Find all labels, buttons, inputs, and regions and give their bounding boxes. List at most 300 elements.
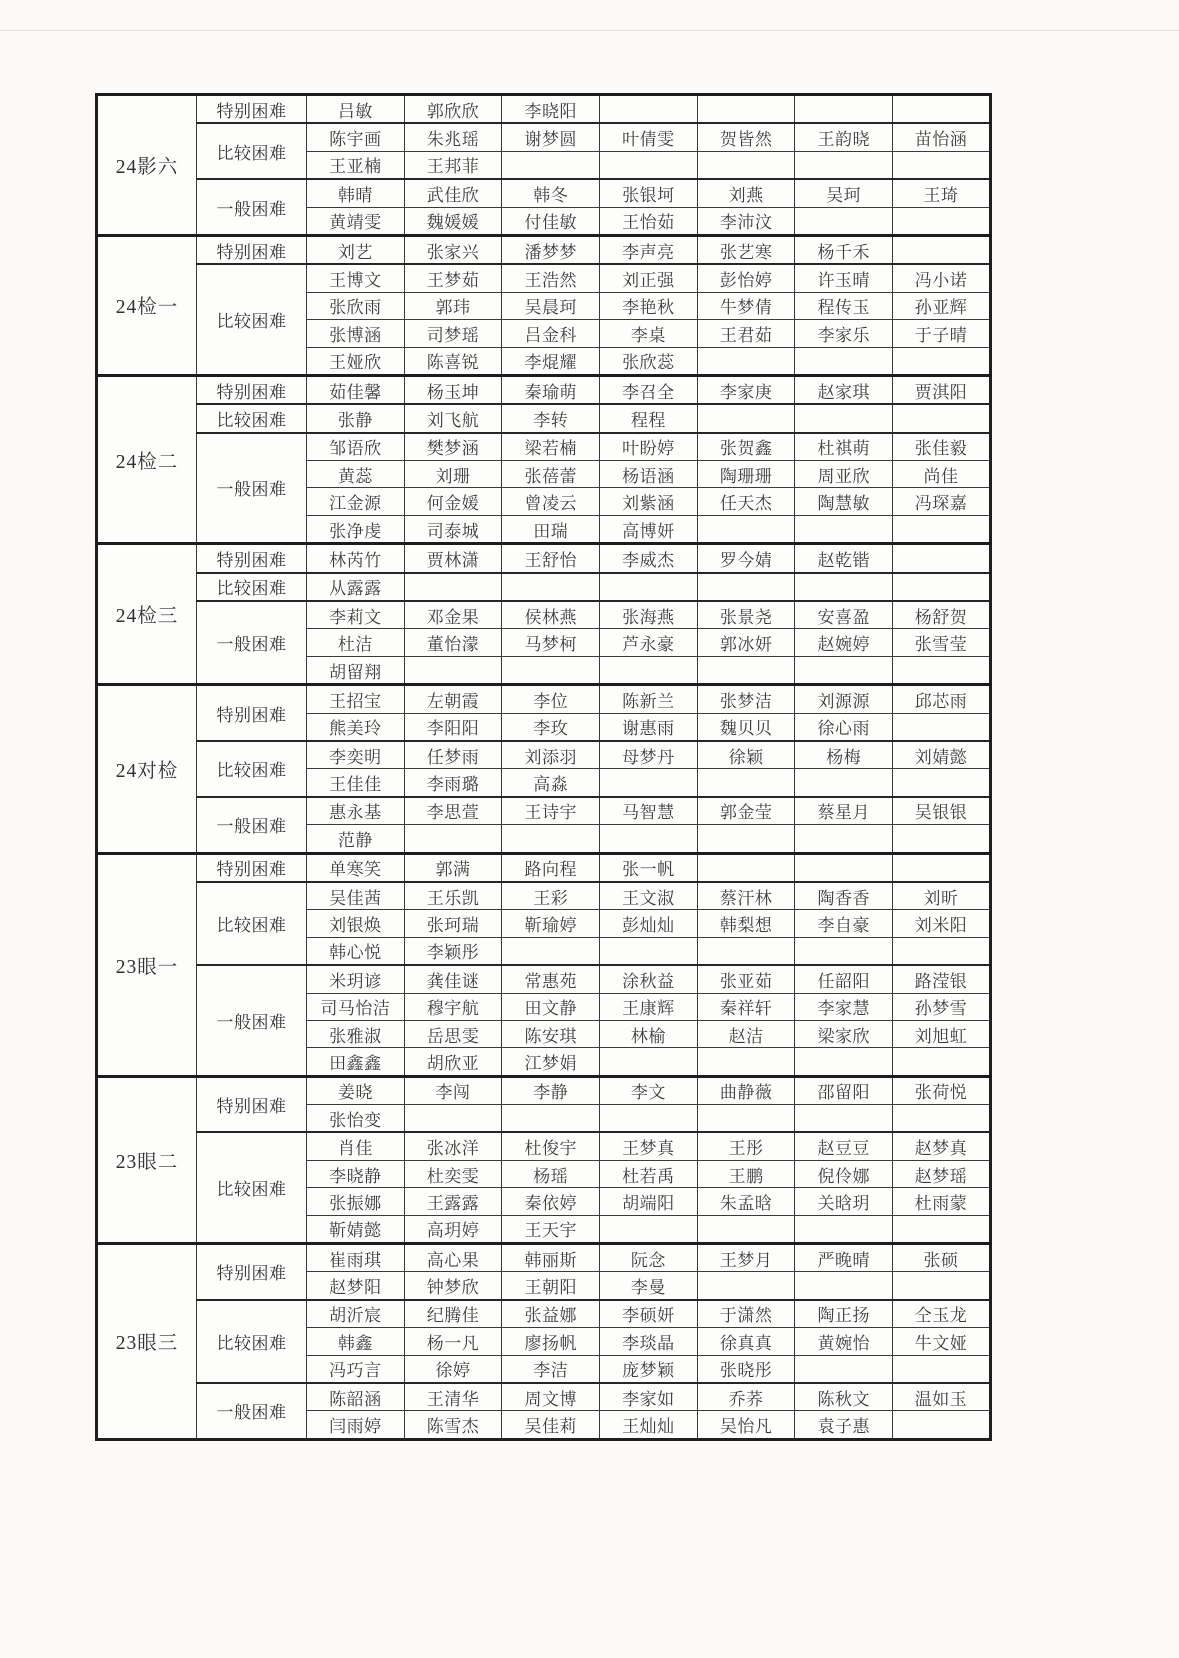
student-name-cell: 樊梦涵	[404, 433, 502, 461]
student-name-cell: 陶香香	[795, 882, 893, 910]
student-name-cell	[893, 1272, 991, 1300]
student-name-cell: 林芮竹	[307, 544, 405, 573]
student-name-cell: 张怡变	[307, 1105, 405, 1133]
student-name-cell: 严晚晴	[795, 1244, 893, 1272]
student-name-cell: 茹佳馨	[307, 375, 405, 404]
student-name-cell: 乔荞	[697, 1383, 795, 1411]
table-row	[97, 235, 991, 264]
student-name-cell: 李家慧	[795, 993, 893, 1020]
student-name-cell: 刘燕	[697, 179, 795, 207]
student-name-cell: 尚佳	[893, 461, 991, 488]
difficulty-cell: 一般困难	[197, 797, 307, 853]
student-name-cell: 李家乐	[795, 320, 893, 347]
group-cell: 23眼一	[97, 853, 197, 1076]
student-name-cell: 刘旭虹	[893, 1020, 991, 1047]
student-name-cell	[697, 1048, 795, 1076]
table-body	[97, 95, 991, 1440]
table-row	[97, 123, 991, 151]
student-name-cell: 李莉文	[307, 601, 405, 629]
student-name-cell: 高淼	[502, 769, 600, 797]
student-name-cell: 王君茹	[697, 320, 795, 347]
student-name-cell: 杨语涵	[600, 461, 698, 488]
table-row	[97, 601, 991, 629]
student-name-cell	[697, 151, 795, 179]
student-name-cell: 孙梦雪	[893, 993, 991, 1020]
student-name-cell: 江梦娟	[502, 1048, 600, 1076]
student-name-cell: 李家庚	[697, 375, 795, 404]
table-row	[97, 573, 991, 601]
student-name-cell: 黄婉怡	[795, 1328, 893, 1355]
difficulty-cell: 一般困难	[197, 1383, 307, 1439]
difficulty-cell: 比较困难	[197, 264, 307, 375]
student-name-cell	[404, 573, 502, 601]
student-name-cell: 郭玮	[404, 292, 502, 319]
student-name-cell: 吴珂	[795, 179, 893, 207]
student-name-cell: 何金媛	[404, 488, 502, 515]
student-name-cell: 李玫	[502, 713, 600, 741]
difficulty-cell: 一般困难	[197, 433, 307, 544]
student-name-cell: 吴怡凡	[697, 1411, 795, 1439]
student-name-cell: 孙亚辉	[893, 292, 991, 319]
student-name-cell: 贺皆然	[697, 123, 795, 151]
student-name-cell: 高心果	[404, 1244, 502, 1272]
student-name-cell: 韩丽斯	[502, 1244, 600, 1272]
student-name-cell	[404, 656, 502, 684]
student-name-cell: 肖佳	[307, 1132, 405, 1160]
student-name-cell: 曲静薇	[697, 1076, 795, 1104]
student-name-cell: 吴佳茜	[307, 882, 405, 910]
student-name-cell: 米玥谚	[307, 965, 405, 993]
difficulty-cell: 特别困难	[197, 685, 307, 741]
student-name-cell: 刘银焕	[307, 910, 405, 937]
student-name-cell: 徐真真	[697, 1328, 795, 1355]
student-name-cell: 张艺寒	[697, 235, 795, 264]
student-name-cell: 陈喜锐	[404, 347, 502, 375]
student-name-cell: 彭灿灿	[600, 910, 698, 937]
student-name-cell: 李思萱	[404, 797, 502, 825]
hardship-roster-table	[95, 93, 992, 1441]
student-name-cell	[600, 1105, 698, 1133]
difficulty-cell: 特别困难	[197, 235, 307, 264]
student-name-cell	[697, 937, 795, 965]
student-name-cell: 刘正强	[600, 264, 698, 292]
student-name-cell: 张海燕	[600, 601, 698, 629]
student-name-cell: 任天杰	[697, 488, 795, 515]
student-name-cell: 袁子惠	[795, 1411, 893, 1439]
student-name-cell: 张贺鑫	[697, 433, 795, 461]
student-name-cell: 从露露	[307, 573, 405, 601]
student-name-cell	[697, 404, 795, 432]
student-name-cell: 韩梨想	[697, 910, 795, 937]
student-name-cell	[600, 151, 698, 179]
group-cell: 24检二	[97, 375, 197, 543]
student-name-cell: 安喜盈	[795, 601, 893, 629]
student-name-cell: 庞梦颖	[600, 1355, 698, 1383]
student-name-cell: 王梦月	[697, 1244, 795, 1272]
student-name-cell: 李桌	[600, 320, 698, 347]
student-name-cell: 张晓彤	[697, 1355, 795, 1383]
student-name-cell: 许玉晴	[795, 264, 893, 292]
student-name-cell	[893, 207, 991, 235]
student-name-cell: 李曼	[600, 1272, 698, 1300]
student-name-cell: 胡沂宸	[307, 1300, 405, 1328]
student-name-cell: 赵梦真	[893, 1132, 991, 1160]
student-name-cell	[600, 769, 698, 797]
student-name-cell	[697, 1272, 795, 1300]
student-name-cell: 邓金果	[404, 601, 502, 629]
student-name-cell: 贾淇阳	[893, 375, 991, 404]
student-name-cell: 李静	[502, 1076, 600, 1104]
student-name-cell: 张梦洁	[697, 685, 795, 713]
student-name-cell	[795, 515, 893, 543]
student-name-cell: 梁家欣	[795, 1020, 893, 1047]
student-name-cell: 刘源源	[795, 685, 893, 713]
student-name-cell: 母梦丹	[600, 741, 698, 769]
student-name-cell	[795, 347, 893, 375]
student-name-cell: 徐婷	[404, 1355, 502, 1383]
student-name-cell: 程程	[600, 404, 698, 432]
student-name-cell: 张欣雨	[307, 292, 405, 319]
student-name-cell: 罗今婧	[697, 544, 795, 573]
student-name-cell: 张景尧	[697, 601, 795, 629]
student-name-cell: 杨一凡	[404, 1328, 502, 1355]
student-name-cell: 仝玉龙	[893, 1300, 991, 1328]
student-name-cell: 张振娜	[307, 1188, 405, 1215]
student-name-cell	[697, 656, 795, 684]
student-name-cell: 叶盼婷	[600, 433, 698, 461]
table-row	[97, 433, 991, 461]
student-name-cell: 张博涵	[307, 320, 405, 347]
student-name-cell: 杨瑶	[502, 1160, 600, 1187]
student-name-cell: 穆宇航	[404, 993, 502, 1020]
student-name-cell	[893, 515, 991, 543]
student-name-cell: 杜奕雯	[404, 1160, 502, 1187]
table-row	[97, 882, 991, 910]
student-name-cell: 邹语欣	[307, 433, 405, 461]
student-name-cell: 温如玉	[893, 1383, 991, 1411]
student-name-cell: 田瑞	[502, 515, 600, 543]
student-name-cell	[600, 1048, 698, 1076]
student-name-cell: 赵豆豆	[795, 1132, 893, 1160]
student-name-cell: 任韶阳	[795, 965, 893, 993]
student-name-cell: 高博妍	[600, 515, 698, 543]
student-name-cell: 王乐凯	[404, 882, 502, 910]
student-name-cell: 魏贝贝	[697, 713, 795, 741]
student-name-cell: 邵留阳	[795, 1076, 893, 1104]
student-name-cell	[600, 656, 698, 684]
student-name-cell: 赵婉婷	[795, 629, 893, 656]
student-name-cell: 范静	[307, 825, 405, 853]
student-name-cell: 张欣蕊	[600, 347, 698, 375]
student-name-cell: 陈韶涵	[307, 1383, 405, 1411]
student-name-cell: 李文	[600, 1076, 698, 1104]
student-name-cell: 黄靖雯	[307, 207, 405, 235]
student-name-cell: 于潇然	[697, 1300, 795, 1328]
student-name-cell: 李琰晶	[600, 1328, 698, 1355]
student-name-cell: 张佳毅	[893, 433, 991, 461]
table-row	[97, 1076, 991, 1104]
student-name-cell: 谢惠雨	[600, 713, 698, 741]
student-name-cell: 秦祥轩	[697, 993, 795, 1020]
student-name-cell: 单寒笑	[307, 853, 405, 882]
student-name-cell: 王彩	[502, 882, 600, 910]
student-name-cell	[697, 95, 795, 124]
student-name-cell: 牛梦倩	[697, 292, 795, 319]
student-name-cell: 田文静	[502, 993, 600, 1020]
table-row	[97, 1383, 991, 1411]
student-name-cell	[502, 656, 600, 684]
student-name-cell: 熊美玲	[307, 713, 405, 741]
student-name-cell: 张一帆	[600, 853, 698, 882]
student-name-cell	[795, 95, 893, 124]
student-name-cell: 张荷悦	[893, 1076, 991, 1104]
student-name-cell	[600, 573, 698, 601]
difficulty-cell: 比较困难	[197, 404, 307, 432]
student-name-cell: 赵乾锴	[795, 544, 893, 573]
student-name-cell: 郭冰妍	[697, 629, 795, 656]
student-name-cell	[893, 656, 991, 684]
student-name-cell	[893, 769, 991, 797]
student-name-cell: 王文淑	[600, 882, 698, 910]
student-name-cell: 刘米阳	[893, 910, 991, 937]
student-name-cell: 刘添羽	[502, 741, 600, 769]
table-row	[97, 685, 991, 713]
student-name-cell	[697, 825, 795, 853]
student-name-cell: 蔡星月	[795, 797, 893, 825]
student-name-cell	[697, 1105, 795, 1133]
student-name-cell: 陈雪杰	[404, 1411, 502, 1439]
student-name-cell: 张珂瑞	[404, 910, 502, 937]
student-name-cell: 刘飞航	[404, 404, 502, 432]
student-name-cell: 王韵晓	[795, 123, 893, 151]
student-name-cell: 王康辉	[600, 993, 698, 1020]
student-name-cell	[600, 1215, 698, 1243]
table-row	[97, 1132, 991, 1160]
group-cell: 23眼二	[97, 1076, 197, 1243]
student-name-cell: 张净虔	[307, 515, 405, 543]
student-name-cell: 谢梦圆	[502, 123, 600, 151]
student-name-cell	[697, 853, 795, 882]
student-name-cell: 吴晨珂	[502, 292, 600, 319]
student-name-cell: 李雨璐	[404, 769, 502, 797]
student-name-cell: 崔雨琪	[307, 1244, 405, 1272]
student-name-cell	[404, 825, 502, 853]
student-name-cell: 韩鑫	[307, 1328, 405, 1355]
student-name-cell: 彭怡婷	[697, 264, 795, 292]
student-name-cell	[795, 1215, 893, 1243]
student-name-cell: 王鹏	[697, 1160, 795, 1187]
student-name-cell: 陈新兰	[600, 685, 698, 713]
student-name-cell: 杨梅	[795, 741, 893, 769]
student-name-cell: 冯巧言	[307, 1355, 405, 1383]
student-name-cell: 陈宇画	[307, 123, 405, 151]
difficulty-cell: 比较困难	[197, 882, 307, 965]
student-name-cell: 李阳阳	[404, 713, 502, 741]
table-row	[97, 1300, 991, 1328]
student-name-cell: 刘紫涵	[600, 488, 698, 515]
student-name-cell: 芦永豪	[600, 629, 698, 656]
difficulty-cell: 比较困难	[197, 123, 307, 179]
difficulty-cell: 比较困难	[197, 1132, 307, 1243]
student-name-cell	[697, 347, 795, 375]
student-name-cell: 张银坷	[600, 179, 698, 207]
student-name-cell: 王招宝	[307, 685, 405, 713]
student-name-cell: 王天宇	[502, 1215, 600, 1243]
student-name-cell: 王诗宇	[502, 797, 600, 825]
student-name-cell	[795, 769, 893, 797]
student-name-cell: 吕敏	[307, 95, 405, 124]
student-name-cell: 杜若禹	[600, 1160, 698, 1187]
student-name-cell: 侯林燕	[502, 601, 600, 629]
student-name-cell: 靳婧懿	[307, 1215, 405, 1243]
student-name-cell: 闫雨婷	[307, 1411, 405, 1439]
student-name-cell: 司泰城	[404, 515, 502, 543]
student-name-cell: 潘梦梦	[502, 235, 600, 264]
student-name-cell: 惠永基	[307, 797, 405, 825]
difficulty-cell: 特别困难	[197, 375, 307, 404]
student-name-cell: 王舒怡	[502, 544, 600, 573]
student-name-cell: 苗怡涵	[893, 123, 991, 151]
student-name-cell: 李颖彤	[404, 937, 502, 965]
student-name-cell: 蔡汗林	[697, 882, 795, 910]
student-name-cell: 龚佳谜	[404, 965, 502, 993]
student-name-cell: 王怡茹	[600, 207, 698, 235]
student-name-cell	[795, 1105, 893, 1133]
student-name-cell: 田鑫鑫	[307, 1048, 405, 1076]
student-name-cell: 王博文	[307, 264, 405, 292]
student-name-cell: 王灿灿	[600, 1411, 698, 1439]
student-name-cell: 张雪莹	[893, 629, 991, 656]
student-name-cell: 李自豪	[795, 910, 893, 937]
difficulty-cell: 比较困难	[197, 573, 307, 601]
student-name-cell	[502, 937, 600, 965]
student-name-cell: 杜洁	[307, 629, 405, 656]
student-name-cell: 刘婧懿	[893, 741, 991, 769]
student-name-cell	[600, 95, 698, 124]
difficulty-cell: 比较困难	[197, 741, 307, 797]
student-name-cell: 李声亮	[600, 235, 698, 264]
student-name-cell	[600, 937, 698, 965]
student-name-cell: 李位	[502, 685, 600, 713]
student-name-cell	[795, 853, 893, 882]
student-name-cell: 李焜耀	[502, 347, 600, 375]
student-name-cell	[404, 1105, 502, 1133]
group-cell: 23眼三	[97, 1244, 197, 1440]
student-name-cell: 王邦菲	[404, 151, 502, 179]
difficulty-cell: 特别困难	[197, 95, 307, 124]
student-name-cell: 廖扬帆	[502, 1328, 600, 1355]
student-name-cell: 杨玉坤	[404, 375, 502, 404]
student-name-cell: 刘珊	[404, 461, 502, 488]
student-name-cell: 王佳佳	[307, 769, 405, 797]
student-name-cell: 胡留翔	[307, 656, 405, 684]
student-name-cell: 于子晴	[893, 320, 991, 347]
student-name-cell: 李奕明	[307, 741, 405, 769]
student-name-cell: 倪伶娜	[795, 1160, 893, 1187]
student-name-cell: 李召全	[600, 375, 698, 404]
student-name-cell	[893, 573, 991, 601]
student-name-cell: 周文博	[502, 1383, 600, 1411]
student-name-cell	[893, 235, 991, 264]
student-name-cell: 秦依婷	[502, 1188, 600, 1215]
student-name-cell: 关晗玥	[795, 1188, 893, 1215]
student-name-cell: 张冰洋	[404, 1132, 502, 1160]
student-name-cell: 马智慧	[600, 797, 698, 825]
student-name-cell: 岳思雯	[404, 1020, 502, 1047]
student-name-cell: 陈安琪	[502, 1020, 600, 1047]
student-name-cell: 杜雨蒙	[893, 1188, 991, 1215]
student-name-cell: 曾凌云	[502, 488, 600, 515]
student-name-cell: 李硕妍	[600, 1300, 698, 1328]
student-name-cell: 陶慧敏	[795, 488, 893, 515]
table-row	[97, 544, 991, 573]
student-name-cell	[893, 151, 991, 179]
student-name-cell: 李艳秋	[600, 292, 698, 319]
student-name-cell	[795, 825, 893, 853]
group-cell: 24检一	[97, 235, 197, 375]
student-name-cell: 任梦雨	[404, 741, 502, 769]
table-row	[97, 853, 991, 882]
student-name-cell: 张家兴	[404, 235, 502, 264]
student-name-cell: 朱兆瑶	[404, 123, 502, 151]
difficulty-cell: 特别困难	[197, 1244, 307, 1300]
student-name-cell	[795, 404, 893, 432]
student-name-cell: 王清华	[404, 1383, 502, 1411]
student-name-cell	[893, 1105, 991, 1133]
student-name-cell	[893, 825, 991, 853]
difficulty-cell: 一般困难	[197, 179, 307, 235]
student-name-cell: 李晓静	[307, 1160, 405, 1187]
student-name-cell	[893, 544, 991, 573]
table-row	[97, 741, 991, 769]
student-name-cell	[893, 347, 991, 375]
student-name-cell: 冯琛嘉	[893, 488, 991, 515]
student-name-cell: 路向程	[502, 853, 600, 882]
student-name-cell: 邱芯雨	[893, 685, 991, 713]
group-cell: 24检三	[97, 544, 197, 685]
student-name-cell: 韩晴	[307, 179, 405, 207]
student-name-cell	[600, 825, 698, 853]
student-name-cell: 杨舒贺	[893, 601, 991, 629]
difficulty-cell: 比较困难	[197, 1300, 307, 1383]
student-name-cell	[893, 404, 991, 432]
difficulty-cell: 一般困难	[197, 965, 307, 1076]
student-name-cell: 胡欣亚	[404, 1048, 502, 1076]
student-name-cell: 高玥婷	[404, 1215, 502, 1243]
student-name-cell	[893, 95, 991, 124]
student-name-cell: 马梦柯	[502, 629, 600, 656]
student-name-cell: 江金源	[307, 488, 405, 515]
student-name-cell: 王娅欣	[307, 347, 405, 375]
student-name-cell	[893, 713, 991, 741]
student-name-cell: 阮念	[600, 1244, 698, 1272]
student-name-cell: 李洁	[502, 1355, 600, 1383]
student-name-cell: 李沛汶	[697, 207, 795, 235]
student-name-cell: 常惠苑	[502, 965, 600, 993]
student-name-cell: 王浩然	[502, 264, 600, 292]
student-name-cell	[795, 573, 893, 601]
student-name-cell	[893, 1048, 991, 1076]
student-name-cell: 张硕	[893, 1244, 991, 1272]
student-name-cell: 付佳敏	[502, 207, 600, 235]
student-name-cell: 吕金科	[502, 320, 600, 347]
student-name-cell: 李威杰	[600, 544, 698, 573]
difficulty-cell: 一般困难	[197, 601, 307, 685]
difficulty-cell: 特别困难	[197, 544, 307, 573]
student-name-cell	[795, 207, 893, 235]
student-name-cell: 王朝阳	[502, 1272, 600, 1300]
student-name-cell: 左朝霞	[404, 685, 502, 713]
